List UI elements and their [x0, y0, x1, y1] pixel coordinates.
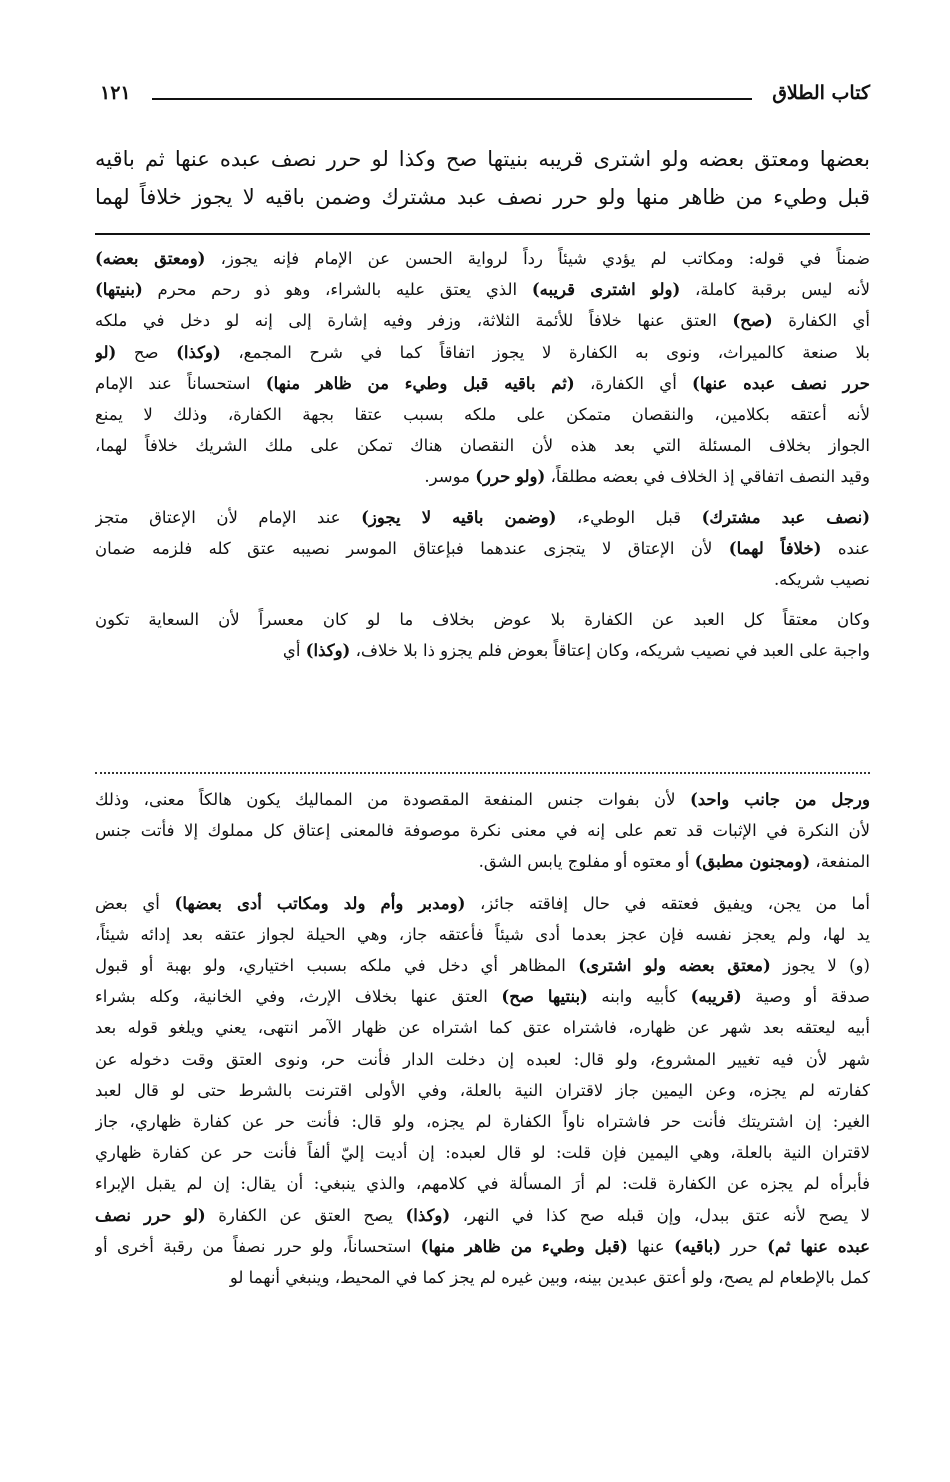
- commentary-line: [95, 1044, 870, 1075]
- commentary-text: أي: [282, 641, 306, 661]
- commentary-text: لأنه ليس برقبة كاملة،: [680, 280, 870, 300]
- quoted-matn-text: (وكذا): [305, 641, 351, 661]
- quoted-matn-text: (لو: [95, 342, 117, 362]
- quoted-matn-text: (وكذا): [176, 342, 221, 362]
- commentary-text: الذي يعتق عليه بالشراء، وهو ذو رحم محرم: [142, 280, 532, 300]
- commentary-line: [95, 430, 870, 461]
- commentary-text: وكان معتقاً كل العبد عن الكفارة بلا عوض بخلاف ما لو كان معسراً لأن السعاية تكون: [95, 610, 870, 630]
- commentary-text: الجواز بخلاف المسئلة التي بعد هذه لأن النقصان هناك تمكن على ملك الشريك خلافاً لهما،: [95, 436, 870, 456]
- commentary-paragraph: [95, 604, 870, 666]
- commentary-block-1: [95, 243, 870, 667]
- quoted-matn-text: (ومدبر وأم ولد ومكاتب أدى بعضها): [174, 893, 466, 913]
- commentary-text: عنده: [821, 538, 870, 558]
- commentary-line: [95, 1012, 870, 1043]
- commentary-text: لأنه أعتقه بكلامين، والنقصان متمكن على ملكه بسبب عتقا بجهة الكفارة، وذلك لا يمنع: [95, 405, 870, 425]
- quoted-matn-text: حرر نصف عبده عنها): [692, 373, 870, 393]
- commentary-text: (و) لا يجوز: [770, 956, 870, 976]
- commentary-line: [95, 1106, 870, 1137]
- commentary-line: [95, 919, 870, 950]
- quoted-matn-text: (ومجنون مطبق): [694, 852, 811, 872]
- commentary-text: كأبيه وابنه: [587, 987, 691, 1007]
- commentary-line: [95, 243, 870, 274]
- commentary-line: [95, 564, 870, 595]
- commentary-line: [95, 950, 870, 981]
- main-text-line: قبل وطيء من ظاهر منها ولو حرر نصف عبد مشترك وضمن باقيه لا يجوز خلافاً لهما: [95, 185, 870, 209]
- quoted-matn-text: (ولو حرر): [475, 467, 546, 487]
- quoted-matn-text: (وكذا): [405, 1205, 451, 1225]
- quoted-matn-text: (نصف عبد مشترك): [701, 507, 870, 527]
- commentary-text: العتق عنها بخلاف الإرث، وفي الخانية، وكله بشراء: [95, 987, 502, 1007]
- quoted-matn-text: (ولو اشترى قريبه): [531, 280, 681, 300]
- commentary-paragraph: [95, 243, 870, 493]
- commentary-text: لأن بفوات جنس المنفعة المقصودة من المماليك يكون هالكاً معنى، وذلك: [95, 790, 690, 809]
- commentary-block-2: [95, 784, 870, 1293]
- main-text: [95, 140, 870, 216]
- quoted-matn-text: ورجل من جانب واحد): [689, 790, 870, 809]
- page-header: [100, 82, 870, 118]
- commentary-text: الغير: إن اشتريتك فأنت حر فاشتراه ناواً الكفارة لم يجزه، ولو قال: فأنت حر عن كفارة ظهاري، جاز: [95, 1112, 870, 1132]
- commentary-text: استحساناً، ولو حرر نصفاً من رقبة أخرى أو: [95, 1236, 421, 1256]
- commentary-line: [95, 846, 870, 877]
- commentary-text: حرر: [721, 1236, 768, 1256]
- commentary-text: واجبة على العبد في نصيب شريكه، وكان إعتاقاً بعوض فلم يجزو ذا بلا خلاف،: [350, 641, 870, 661]
- commentary-text: يصح العتق عن الكفارة: [205, 1205, 406, 1225]
- commentary-text: لا يصح لأنه عتق ببدل، وإن قبله صح كذا في النهر،: [450, 1205, 870, 1225]
- commentary-line: [95, 502, 870, 533]
- quoted-matn-text: (خلافاً لهما): [728, 538, 822, 558]
- quoted-matn-text: (ثم باقيه قبل وطيء من ظاهر منها): [265, 373, 575, 393]
- quoted-matn-text: (قريبه): [690, 987, 742, 1007]
- commentary-line: [95, 533, 870, 564]
- commentary-paragraph: [95, 784, 870, 878]
- commentary-text: استحساناً عند الإمام: [95, 373, 266, 393]
- commentary-line: [95, 604, 870, 635]
- commentary-text: المنفعة،: [810, 852, 870, 872]
- commentary-text: أي الكفارة: [772, 311, 870, 331]
- commentary-line: [95, 368, 870, 399]
- commentary-line: [95, 274, 870, 305]
- quoted-matn-text: (بنيتها): [95, 280, 143, 300]
- commentary-text: نصيب شريكه.: [773, 570, 870, 590]
- commentary-text: أي الكفارة،: [574, 373, 693, 393]
- quoted-matn-text: (بنتيها صح): [501, 987, 588, 1007]
- commentary-line: [95, 337, 870, 368]
- quoted-matn-text: (قبل وطيء من ظاهر منها): [420, 1236, 628, 1256]
- commentary-text: أو معتوه أو مفلوج يابس الشق.: [478, 852, 695, 872]
- commentary-line: [95, 461, 870, 492]
- commentary-text: لأن النكرة في الإثبات قد تعم على إنه في معنى نكرة موصوفة فالمعنى إعتاق كل مملوك إلا فأتت جنس: [95, 821, 870, 841]
- commentary-text: موسر.: [424, 467, 476, 487]
- quoted-matn-text: (باقيه): [674, 1236, 722, 1256]
- commentary-text: أما من يجن، ويفيق فعتقه في حال إفاقته جائز،: [465, 893, 870, 913]
- commentary-text: عند الإمام لأن الإعتاق متجز: [95, 507, 362, 527]
- commentary-text: أبيه ليعتقه بعد شهر عن ظهاره، فاشتراه عتق كما اشتراه عن ظهار الآمر انتهى، يعني ويلغو قوله بعد: [95, 1018, 870, 1038]
- dotted-separator: [95, 772, 870, 774]
- main-commentary-separator: [95, 233, 870, 235]
- commentary-line: [95, 1231, 870, 1262]
- commentary-text: صدقة أو وصية: [741, 987, 870, 1007]
- commentary-line: [95, 784, 870, 815]
- commentary-line: [95, 1137, 870, 1168]
- commentary-text: أي بعض: [95, 893, 175, 913]
- commentary-text: يد لها، ولم يعجز نفسه فإن عجز بعدما أدى شيئاً فأعتقه جاز، وهي الحيلة لجواز عتقه بعد إدائه شيئاً،: [95, 924, 870, 944]
- commentary-text: قبل الوطيء،: [556, 507, 702, 527]
- commentary-line: [95, 635, 870, 666]
- commentary-text: شهر لأن فيه تغيير المشروع، ولو قال: لعبده إن دخلت الدار فأنت حر، ونوى العتق وقت دخوله عن: [95, 1049, 870, 1069]
- commentary-text: كمل بالإطعام لم يصح، ولو أعتق عبدين بينه، وبين غيره لم يجز كما في المحيط، وينبغي أنهما لو: [229, 1268, 870, 1288]
- commentary-line: [95, 815, 870, 846]
- commentary-line: [95, 981, 870, 1012]
- commentary-line: [95, 1075, 870, 1106]
- commentary-text: بلا صنعة كالميراث، ونوى به الكفارة لا يجوز اتفاقاً كما في شرح المجمع،: [220, 342, 870, 362]
- commentary-text: لاقتران النية بالعلة، وهي اليمين فإن قلت: لو قال لعبده: إن أديت إليّ ألفاً فأنت حر عن كفارة ظهاري: [95, 1143, 870, 1163]
- quoted-matn-text: عبده عنها ثم): [767, 1236, 870, 1256]
- commentary-line: [95, 1200, 870, 1231]
- commentary-text: فأبرأه لم يجزه عن الكفارة قلت: لم أرَ المسألة في كلامهم، والذي ينبغي: أن يقال: إن لم يقبل الإبراء: [95, 1174, 870, 1194]
- header-rule: [152, 98, 752, 100]
- commentary-line: [95, 399, 870, 430]
- commentary-text: عنها: [627, 1236, 675, 1256]
- commentary-text: العتق عنها خلافاً للأئمة الثلاثة، وزفر وفيه إشارة إلى إنه لو دخل في ملكه: [95, 311, 733, 331]
- quoted-matn-text: (معتق بعضه ولو اشترى): [578, 956, 771, 976]
- commentary-line: [95, 888, 870, 919]
- commentary-text: لأن الإعتاق لا يتجزى عندهما فبإعتاق الموسر نصيبه عتق كله فلزمه ضمان: [95, 538, 729, 558]
- commentary-line: [95, 305, 870, 336]
- commentary-text: وقيد النصف اتفاقي إذ الخلاف في بعضه مطلقاً،: [545, 467, 870, 487]
- quoted-matn-text: (صح): [732, 311, 773, 331]
- commentary-text: ضمناً في قوله: ومكاتب لم يؤدي شيئاً رداً لرواية الحسن عن الإمام فإنه يجوز،: [205, 249, 870, 268]
- commentary-paragraph: [95, 888, 870, 1294]
- commentary-line: [95, 1168, 870, 1199]
- commentary-paragraph: [95, 502, 870, 596]
- main-text-line: بعضها ومعتق بعضه ولو اشترى قريبه بنيتها صح وكذا لو حرر نصف عبده عنها ثم باقيه: [95, 147, 870, 171]
- quoted-matn-text: (وضمن باقيه لا يجوز): [361, 507, 557, 527]
- page-number: ١٢١: [100, 82, 131, 104]
- commentary-line: [95, 1262, 870, 1293]
- quoted-matn-text: (لو حرر نصف: [95, 1205, 206, 1225]
- quoted-matn-text: (ومعتق بعضه): [95, 249, 206, 268]
- commentary-text: المظاهر أي دخل في ملكه بسبب اختياري، ولو بهبة أو قبول: [95, 956, 579, 976]
- commentary-text: كفارته لم يجزه، وعن اليمين جاز لاقتران النية بالعلة، وفي الأولى اقترنت بالشرط حتى لو قال لعبد: [95, 1080, 870, 1100]
- chapter-title: كتاب الطلاق: [772, 82, 870, 104]
- commentary-text: صح: [116, 342, 177, 362]
